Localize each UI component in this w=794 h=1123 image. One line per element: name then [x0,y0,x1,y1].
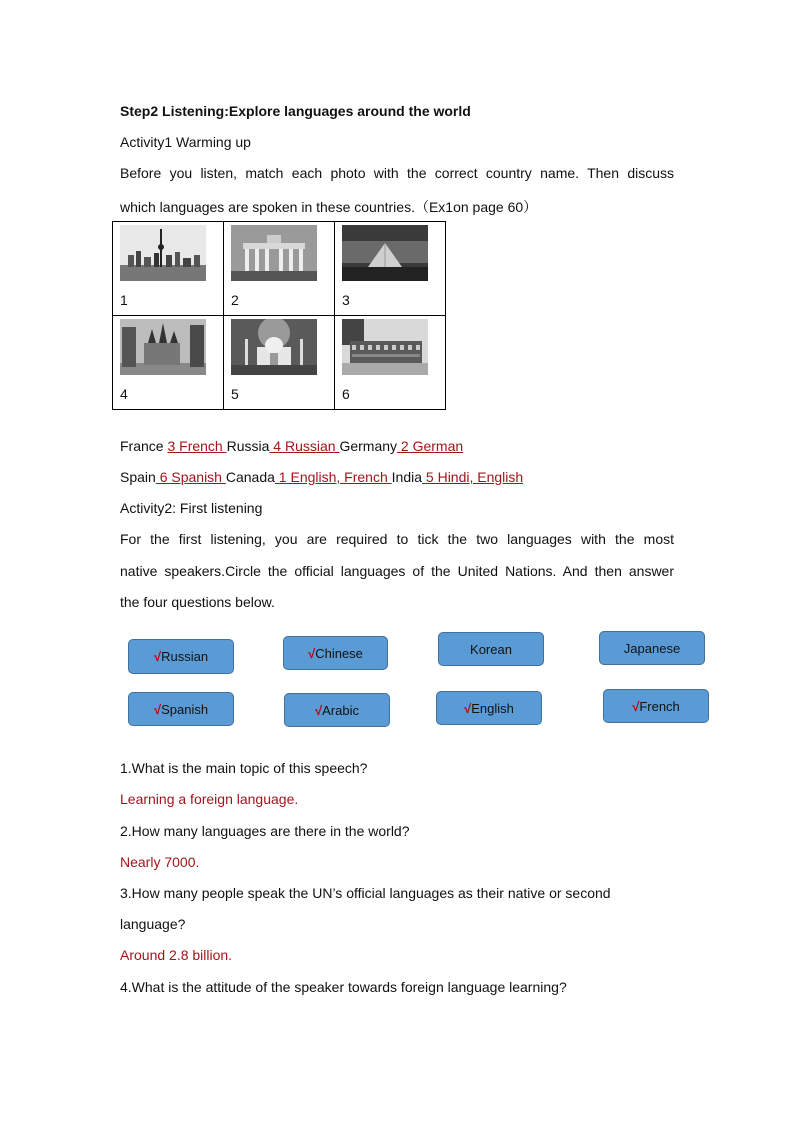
answer-blank: 6 Spanish [155,469,226,485]
country-match-row-1 [120,438,463,454]
activity2-instruction-line2: native speakers.Circle the official languages of the United Nations. And then answer [120,563,674,579]
answer-blank: 1 English, French [274,469,392,485]
country-label: Russia [226,438,270,454]
photo-cell-5 [224,316,335,410]
activity2-instruction-line1: For the first listening, you are required to tick the two languages with the most [120,531,674,547]
country-label: Spain [120,469,156,485]
answer-blank: 2 German [397,438,464,454]
check-mark-icon: √ [153,649,162,664]
language-box-arabic[interactable] [284,693,390,727]
language-label: English [471,700,514,716]
photo-number: 4 [120,386,128,402]
moscow-cathedral-photo [120,319,206,375]
question-1: 1.What is the main topic of this speech? [120,760,368,776]
check-mark-icon: √ [315,702,323,718]
photo-cell-6 [335,316,446,410]
language-label: Russian [161,649,209,664]
question-3-line2: language? [120,916,186,932]
activity1-instruction-line2: which languages are spoken in these countries.（Ex1on page 60） [120,199,538,215]
language-label: French [639,698,680,714]
language-box-english[interactable] [436,691,542,725]
language-box-chinese[interactable] [283,636,388,670]
country-label: Canada [225,469,275,485]
activity2-instruction-line3: the four questions below. [120,594,275,610]
country-label: France [120,438,168,454]
brandenburg-gate-photo [231,225,317,281]
activity1-title: Activity1 Warming up [120,134,251,150]
question-2: 2.How many languages are there in the world? [120,823,410,839]
language-label: Spanish [161,701,209,717]
answer-1: Learning a foreign language. [120,791,299,807]
check-mark-icon: √ [308,645,316,661]
language-box-korean[interactable] [438,632,544,666]
language-label: Arabic [322,702,359,718]
answer-blank: 4 Russian [269,438,340,454]
answer-blank: 5 Hindi, English [422,469,524,485]
royal-palace-photo [342,319,428,375]
photo-cell-1 [113,222,224,316]
answer-2: Nearly 7000. [120,854,200,870]
check-mark-icon: √ [464,700,472,716]
country-label: Germany [339,438,398,454]
city-skyline-tower-photo [120,225,206,281]
photo-number: 3 [342,292,350,308]
country-label: India [391,469,423,485]
language-box-spanish[interactable] [128,692,234,726]
section-heading: Step2 Listening:Explore languages around the world [120,103,471,119]
language-box-russian[interactable] [128,639,234,674]
answer-3: Around 2.8 billion. [120,947,233,963]
question-3-line1: 3.How many people speak the UN’s official languages as their native or second [120,885,611,901]
language-label: Japanese [623,640,681,656]
language-label: Chinese [315,645,363,661]
activity2-title: Activity2: First listening [120,500,263,516]
language-box-japanese[interactable] [599,631,705,665]
question-4: 4.What is the attitude of the speaker towards foreign language learning? [120,979,567,995]
answer-blank: 3 French [167,438,227,454]
check-mark-icon: √ [632,698,640,714]
language-box-french[interactable] [603,689,709,723]
photo-number: 1 [120,292,128,308]
taj-mahal-photo [231,319,317,375]
photo-cell-4 [113,316,224,410]
photo-table [112,221,446,410]
check-mark-icon: √ [153,701,162,717]
louvre-pyramid-photo [342,225,428,281]
photo-cell-3 [335,222,446,316]
activity1-instruction-line1: Before you listen, match each photo with the correct country name. Then discuss [120,165,674,181]
country-match-row-2 [120,469,523,485]
language-label: Korean [470,641,512,657]
photo-cell-2 [224,222,335,316]
photo-number: 2 [231,292,239,308]
photo-number: 5 [231,386,239,402]
photo-number: 6 [342,386,350,402]
